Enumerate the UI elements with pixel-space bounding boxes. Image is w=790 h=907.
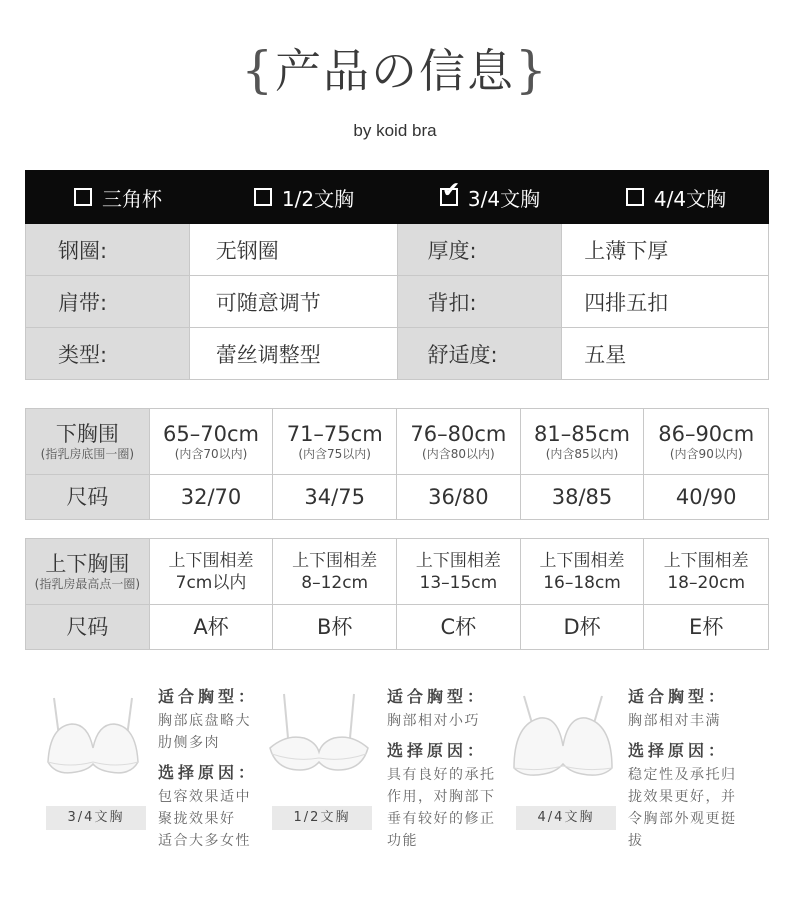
fit-line: 胸部底盘略大 <box>158 713 251 729</box>
reason-line: 垂有较好的修正 <box>387 811 496 827</box>
bra-description <box>628 684 758 852</box>
checkbox-icon[interactable] <box>626 188 644 206</box>
cup-size-table <box>25 538 769 650</box>
bra-description <box>387 684 512 852</box>
range-cell <box>273 409 397 474</box>
fit-title: 适合胸型： <box>158 687 259 706</box>
reason-line: 稳定性及承托归 <box>628 767 737 783</box>
header-title: 上下胸围 <box>45 551 130 576</box>
range-note: (内含75以内) <box>298 446 371 461</box>
range-value: 86–90cm <box>658 421 755 446</box>
size-cell <box>150 475 274 519</box>
range-value: 76–80cm <box>410 421 507 446</box>
bra-1-2-image <box>266 690 371 785</box>
info-label: 肩带: <box>26 276 190 327</box>
cup-cell <box>521 605 645 649</box>
range-cell <box>397 409 521 474</box>
cup-cell <box>273 605 397 649</box>
info-label: 类型: <box>26 328 190 379</box>
diff-line2: 8–12cm <box>301 572 369 593</box>
cup-value: E杯 <box>689 615 724 639</box>
brace-open: { <box>241 41 275 99</box>
range-cell <box>150 409 274 474</box>
info-grid <box>25 224 769 380</box>
info-value: 可随意调节 <box>190 276 398 327</box>
cup-type-option[interactable] <box>211 170 397 224</box>
checkbox-icon[interactable] <box>74 188 92 206</box>
info-label: 舒适度: <box>398 328 563 379</box>
diff-line2: 13–15cm <box>419 572 498 593</box>
size-label: 尺码 <box>66 615 109 639</box>
checkbox-icon[interactable] <box>254 188 272 206</box>
cup-value: A杯 <box>193 615 229 639</box>
diff-line2: 7cm以内 <box>175 572 247 593</box>
diff-cell <box>150 539 274 604</box>
size-cell <box>644 475 768 519</box>
cup-type-option[interactable] <box>583 170 769 224</box>
size-value: 32/70 <box>180 485 242 509</box>
size-label: 尺码 <box>66 485 109 509</box>
bra-4-4-image <box>508 690 618 785</box>
info-label: 厚度: <box>398 224 563 275</box>
fit-title: 适合胸型： <box>628 687 729 706</box>
range-cell <box>644 409 768 474</box>
bra-label: 1/2文胸 <box>272 806 372 830</box>
diff-line1: 上下围相差 <box>168 550 254 571</box>
diff-line1: 上下围相差 <box>292 550 378 571</box>
table-row <box>26 409 768 475</box>
row-header <box>26 475 150 519</box>
reason-line: 功能 <box>387 833 418 849</box>
page-subtitle: by koid bra <box>353 121 437 140</box>
cup-type-label: 3/4文胸 <box>467 186 541 211</box>
info-label: 背扣: <box>398 276 563 327</box>
reason-line: 具有良好的承托 <box>387 767 496 783</box>
info-value: 上薄下厚 <box>562 224 769 275</box>
cup-cell <box>644 605 768 649</box>
cup-cell <box>150 605 274 649</box>
cup-type-bar <box>25 170 769 224</box>
reason-title: 选择原因： <box>387 741 488 760</box>
cup-type-option[interactable] <box>397 170 583 224</box>
title-text: 产品の信息 <box>275 44 515 98</box>
row-header <box>26 409 150 474</box>
size-value: 34/75 <box>304 485 365 509</box>
row-header <box>26 539 150 604</box>
bra-label: 3/4文胸 <box>46 806 146 830</box>
cup-type-label: 三角杯 <box>102 186 162 211</box>
diff-cell <box>273 539 397 604</box>
page-header <box>0 30 790 141</box>
fit-line: 胸部相对丰满 <box>628 713 721 729</box>
info-value: 五星 <box>562 328 769 379</box>
info-row <box>26 328 769 380</box>
fit-line: 肋侧多肉 <box>158 735 220 751</box>
reason-line: 适合大多女性 <box>158 833 251 849</box>
range-value: 81–85cm <box>534 421 630 446</box>
diff-cell <box>644 539 768 604</box>
reason-line: 包容效果适中 <box>158 789 251 805</box>
table-row <box>26 605 768 649</box>
range-value: 65–70cm <box>163 421 259 446</box>
range-cell <box>521 409 645 474</box>
size-cell <box>397 475 521 519</box>
diff-cell <box>521 539 645 604</box>
diff-line1: 上下围相差 <box>663 550 749 571</box>
cup-type-option[interactable] <box>25 170 211 224</box>
range-note: (内含70以内) <box>174 446 248 461</box>
cup-value: C杯 <box>440 615 477 639</box>
cup-type-label: 4/4文胸 <box>653 186 727 211</box>
page-title <box>0 30 790 111</box>
checkbox-checked-icon[interactable]: ✔ <box>440 188 458 206</box>
info-row <box>26 276 769 328</box>
cup-value: B杯 <box>316 615 353 639</box>
bra-label: 4/4文胸 <box>516 806 616 830</box>
cup-cell <box>397 605 521 649</box>
range-value: 71–75cm <box>286 421 383 446</box>
cup-type-label: 1/2文胸 <box>281 186 355 211</box>
reason-title: 选择原因： <box>628 741 729 760</box>
range-note: (内含85以内) <box>545 446 619 461</box>
reason-title: 选择原因： <box>158 763 259 782</box>
header-note: (指乳房最高点一圈) <box>34 576 141 591</box>
bra-description <box>158 684 268 852</box>
cup-value: D杯 <box>563 615 601 639</box>
info-label: 钢圈: <box>26 224 190 275</box>
header-title: 下胸围 <box>55 421 119 446</box>
diff-line2: 18–20cm <box>667 572 746 593</box>
range-note: (内含80以内) <box>422 446 495 461</box>
brace-close: } <box>515 41 549 99</box>
info-value: 蕾丝调整型 <box>190 328 398 379</box>
info-value: 无钢圈 <box>190 224 398 275</box>
diff-line2: 16–18cm <box>543 572 621 593</box>
size-value: 40/90 <box>675 485 737 509</box>
fit-line: 胸部相对小巧 <box>387 713 480 729</box>
underbust-size-table <box>25 408 769 520</box>
reason-line: 拔 <box>628 833 644 849</box>
size-value: 36/80 <box>428 485 489 509</box>
reason-line: 作用，对胸部下 <box>387 789 496 805</box>
reason-line: 令胸部外观更挺 <box>628 811 737 827</box>
size-cell <box>273 475 397 519</box>
fit-title: 适合胸型： <box>387 687 488 706</box>
table-row <box>26 475 768 519</box>
size-value: 38/85 <box>551 485 613 509</box>
product-info-table <box>25 170 769 380</box>
diff-cell <box>397 539 521 604</box>
reason-line: 拢效果更好，并 <box>628 789 737 805</box>
header-note: (指乳房底围一圈) <box>40 446 135 461</box>
info-value: 四排五扣 <box>562 276 769 327</box>
bra-3-4-image <box>40 690 145 785</box>
info-row <box>26 224 769 276</box>
diff-line1: 上下围相差 <box>415 550 501 571</box>
range-note: (内含90以内) <box>669 446 743 461</box>
diff-line1: 上下围相差 <box>539 550 625 571</box>
size-cell <box>521 475 645 519</box>
table-row <box>26 539 768 605</box>
row-header <box>26 605 150 649</box>
reason-line: 聚拢效果好 <box>158 811 236 827</box>
